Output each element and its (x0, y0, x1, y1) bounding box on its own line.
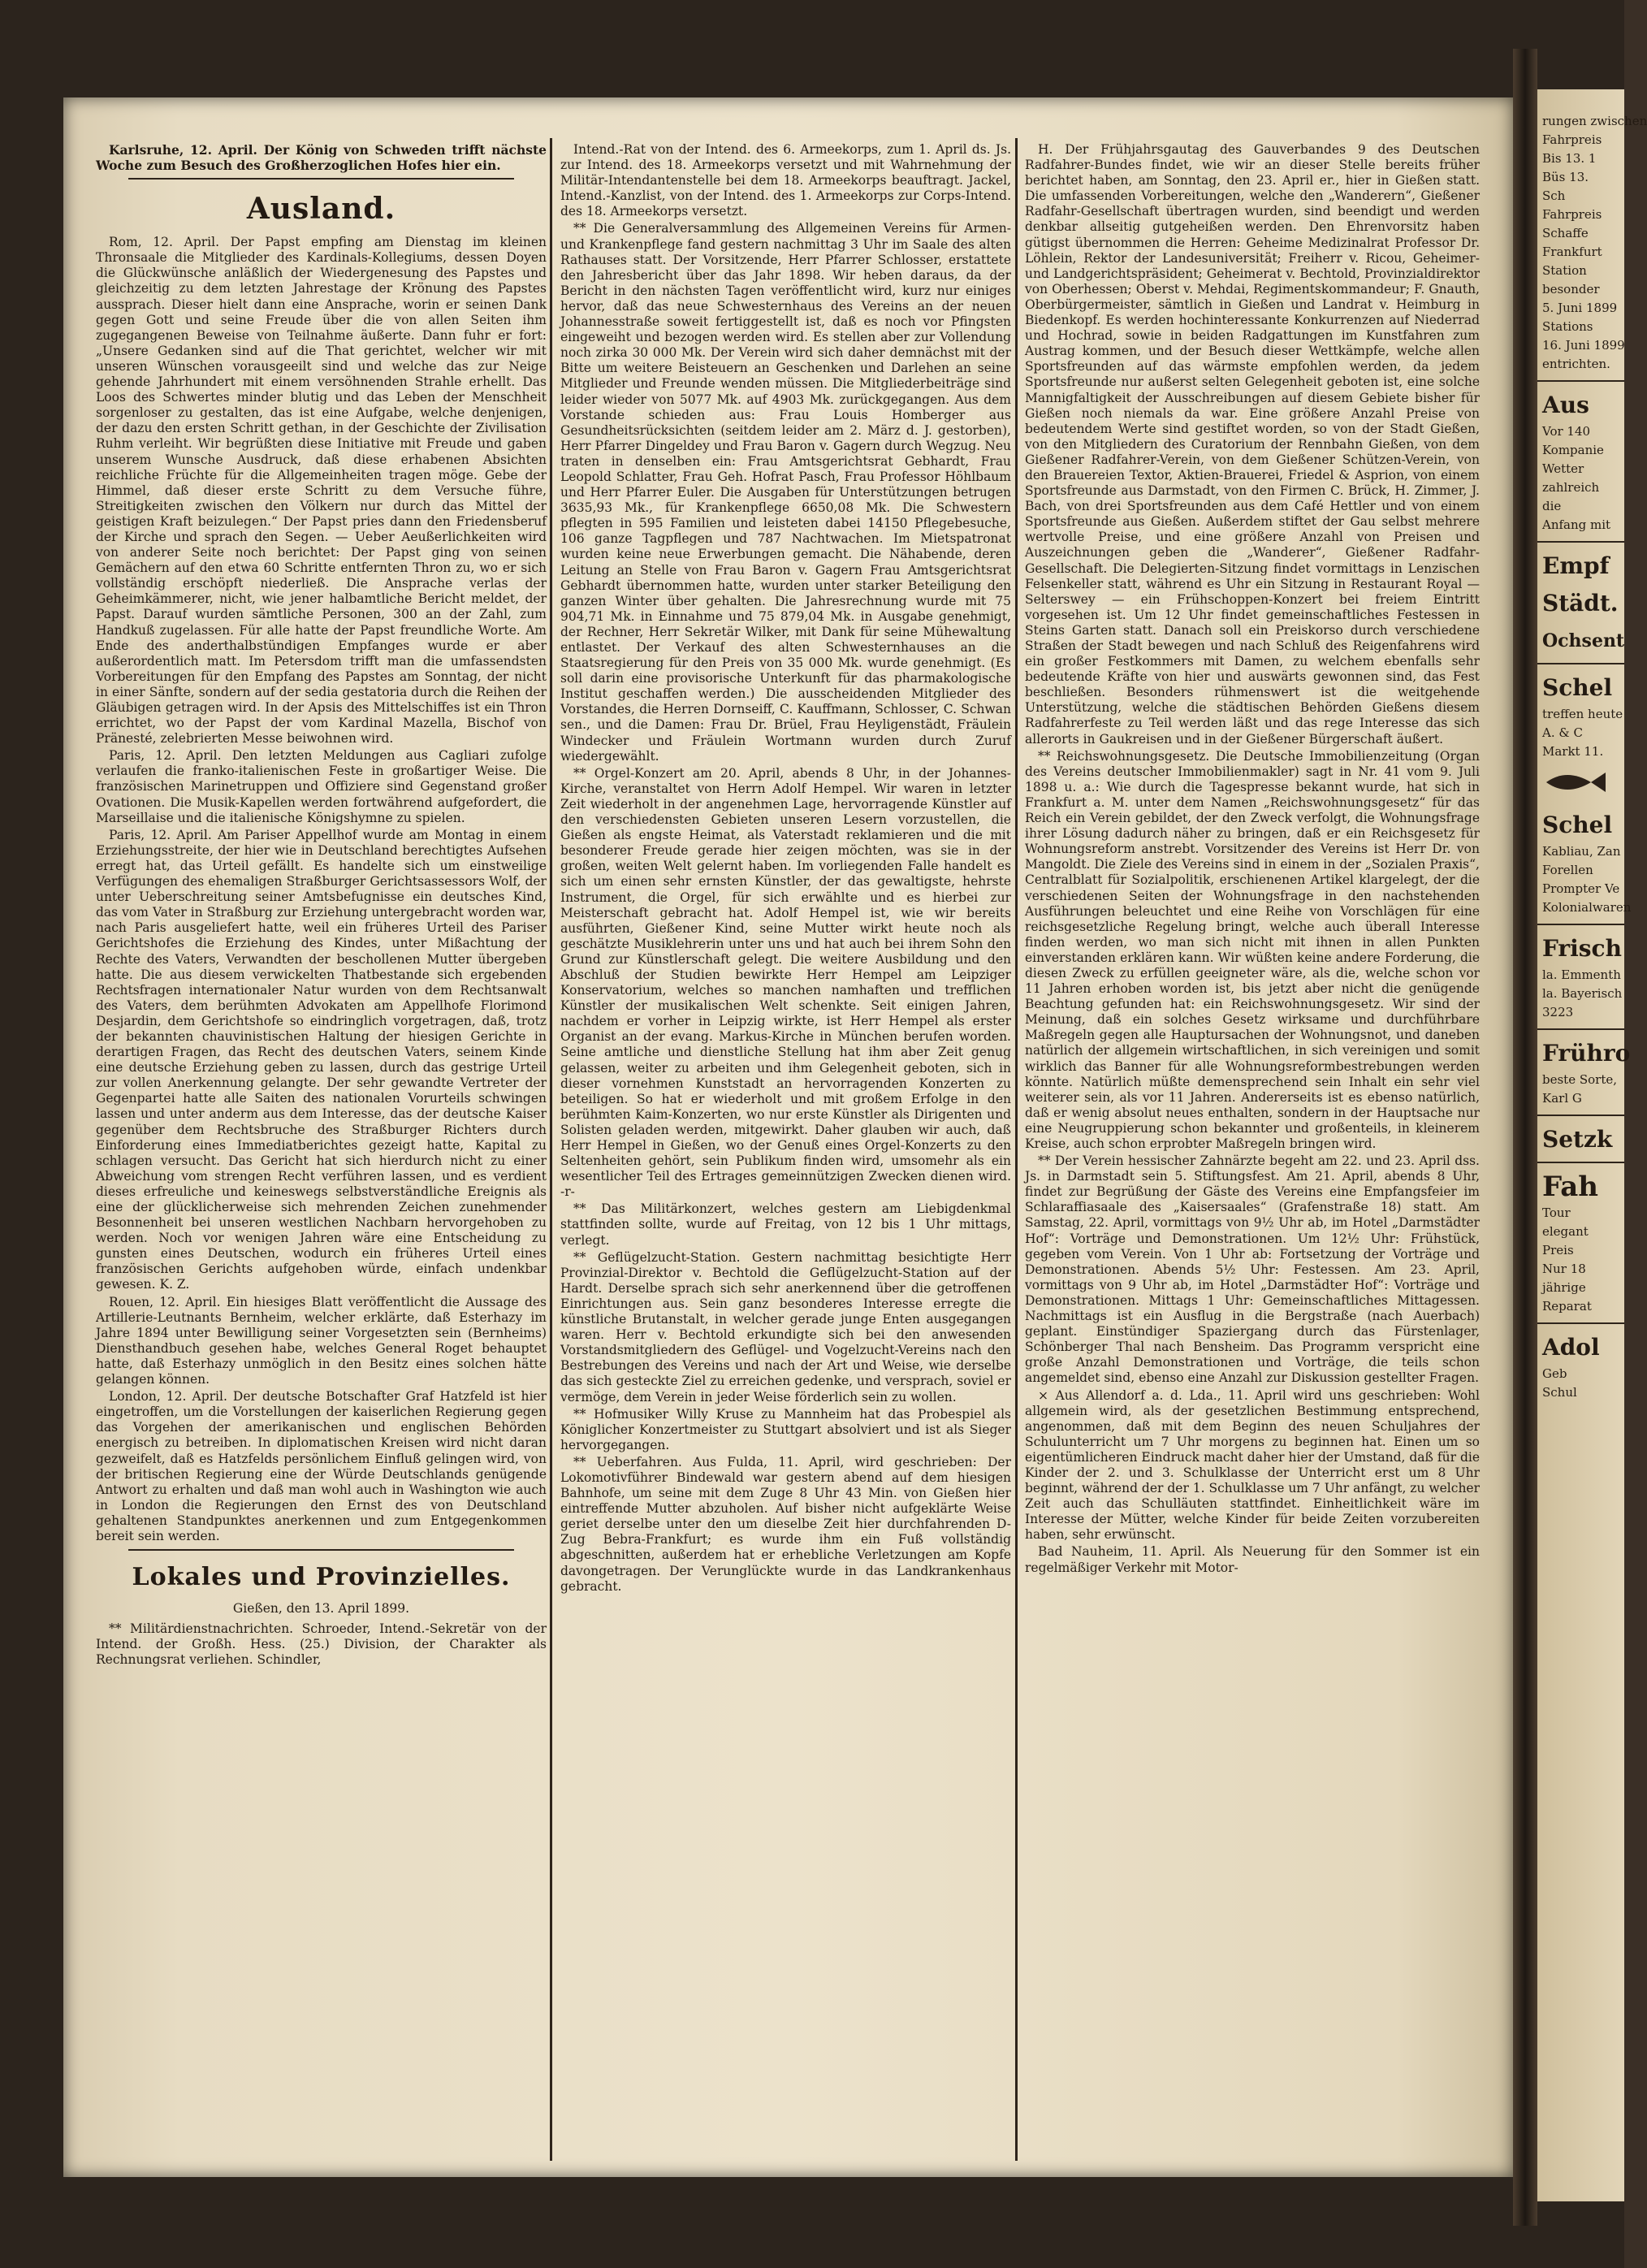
adjacent-head-empf: Empf (1542, 552, 1610, 579)
article-orgel-konzert: ** Orgel-Konzert am 20. April, abends 8 Uhr, in der Johannes-Kirche, veranstaltet von Herrn Adolf Hempel. Wir waren in letzter Zeit wiederholt in der angenehmen Lage, hervorragende Künstler auf den verschiedensten Gebieten unseren Lesern vorzustellen, die Gießen als engste Heimat, als Vaterstadt reklamieren und die mit besonderer Freude gerade hier zeigen möchten, was sie in der großen, weiten Welt gelernt haben. Im vorliegenden Falle handelt es sich um einen sehr ernsten Künstler, der das gewaltigste, hehrste Instrument, die Orgel, für sich erwählte und es hierbei zur Meisterschaft gebracht hat. Adolf Hempel ist, wie wir bereits ausführten, Gießener Kind, seine Mutter wirkt heute noch als geschätzte Musiklehrerin unter uns und hat auch bei ihrem Sohn den Grund zur Künstlerschaft gelegt. Die weitere Ausbildung und den Abschluß der Studien bewirkte Herr Hempel am Leipziger Konservatorium, welches so manchen namhaften und trefflichen Künstler der musikalischen Welt schenkte. Seit einigen Jahren, nachdem er vorher in Leipzig wirkte, ist Herr Hempel als erster Organist an der evang. Markus-Kirche in München berufen worden. Seine amtliche und dienstliche Stellung hat ihm aber Zeit genug gelassen, weiter zu arbeiten und ihm Gelegenheit geboten, sich in dieser vornehmen Kunststadt an hervorragenden Konzerten zu beteiligen. So hat er wiederholt und mit großem Erfolge in den berühmten Kaim-Konzerten, wo nur erste Künstler als Dirigenten und Solisten geladen werden, mitgewirkt. Daher glauben wir auch, daß Herr Hempel in Gießen, wo der Genuß eines Orgel-Konzerts zu den Seltenheiten gehört, sein Publikum finden wird, umsomehr als ein wesentlicher Teil des Ertrages gemeinnützigen Zwecken dienen wird. -r- (560, 765, 1011, 1200)
article-paris-2: Paris, 12. April. Am Pariser Appellhof wurde am Montag in einem Erziehungsstreite, der hier wie in Deutschland berechtigtes Aufsehen erregt hat, das Urteil gefällt. Es handelte sich um einstweilige Verfügungen des ehemaligen Straßburger Gerichtsassessors Wolf, der unter Ueberschreitung seiner Amtsbefugnisse ein deutsches Kind, das vom Vater in Straßburg zur Erziehung untergebracht worden war, nach Paris ausgeliefert hatte, weil ein früheres Urteil des Pariser Gerichtshofes die Erziehung des Kindes, unter Mißachtung der Rechte des Vaters, Verwandten der beschollenen Mutter übergeben hatte. Die aus diesem verwickelten Thatbestande sich ergebenden Rechtsfragen internationaler Natur wurden von dem Rechtsanwalt des Vaters, dem berühmten Advokaten am Appellhofe Florimond Desjardin, dem Gerichtshofe so eindringlich vorgetragen, daß, trotz der bekannten chauvinistischen Haltung der hiesigen Gerichte in derartigen Fragen, das Recht des deutschen Vaters, seinem Kinde eine deutsche Erziehung geben zu lassen, durch das gestrige Urteil zur vollen Anerkennung gelangte. Der sehr gewandte Vertreter der Gegenpartei hatte alle Saiten des nationalen Vorurteils schwingen lassen und unter anderm aus dem Interesse, das der deutsche Kaiser gegenüber dem Rechtsbruche des Straßburger Richters durch Einforderung eines Immediatberichtes gezeigt hatte, Kapital zu schlagen versucht. Das Gericht hat sich hierdurch nicht zu einer Abweichung vom strengen Recht verführen lassen, und es verdient dieses erfreuliche und keineswegs selbstverständliche Ereignis als eine der glücklicherweise sich mehrenden Zeichen zunehmender Besonnenheit bei unseren westlichen Nachbarn hervorgehoben zu werden. Noch vor wenigen Jahren wäre eine Entscheidung zu gunsten eines Deutschen, wodurch ein früheres Urteil eines französischen Gerichts aufgehoben würde, einfach undenkbar gewesen. K. Z. (96, 827, 547, 1292)
adjacent-head-setzk: Setzk (1542, 1126, 1613, 1153)
adjacent-head-fruehro: Frühro (1542, 1040, 1631, 1067)
adjacent-line: Forellen (1542, 863, 1593, 877)
adjacent-lines-aus (1537, 424, 1624, 533)
article-london: London, 12. April. Der deutsche Botschafter Graf Hatzfeld ist hier eingetroffen, um die Vorstellungen der kaiserlichen Regierung gegen das Vorgehen der amerikanischen und englischen Behörden energisch zu betreiben. In diplomatischen Kreisen wird nicht daran gezweifelt, daß es Hatzfelds persönlichem Einfluß gelingen wird, von der britischen Regierung eine der Würde Deutschlands genügende Antwort zu erhalten und daß man wohl auch in Washington wie auch in London die Regierungen den Ernst des von Deutschland gehaltenen Standpunktes anerkennen und zum Entgegenkommen bereit sein werden. (96, 1389, 547, 1543)
column-2 (560, 142, 1011, 1596)
adjacent-line: Stations (1542, 319, 1593, 334)
adjacent-lines-fruehro (1537, 1072, 1624, 1106)
article-karlsruhe: Karlsruhe, 12. April. Der König von Schweden trifft nächste Woche zum Besuch des Großherzoglichen Hofes hier ein. (96, 142, 547, 174)
adjacent-head-schel-2: Schel (1542, 812, 1613, 838)
adjacent-lines-fah (1537, 1205, 1624, 1314)
adjacent-line: Kompanie (1542, 443, 1604, 457)
adjacent-line: Geb (1542, 1366, 1567, 1381)
column-3 (1025, 142, 1480, 1578)
adjacent-head-adol: Adol (1542, 1334, 1600, 1361)
adjacent-divider (1537, 380, 1624, 382)
adjacent-divider (1537, 663, 1624, 664)
adjacent-line: Fahrpreis (1542, 132, 1602, 147)
article-rouen: Rouen, 12. April. Ein hiesiges Blatt veröffentlicht die Aussage des Artillerie-Leutnants Bernheim, welcher erklärte, daß Esterhazy im Jahre 1894 unter Bewilligung seiner Vorgesetzten sein (Bernheims) Diensthandbuch gesehen habe, welches General Roget behauptet hatte, daß Esterhazy unmöglich in den Besitz eines solchen hätte gelangen können. (96, 1294, 547, 1387)
adjacent-line: Schaffe (1542, 226, 1589, 240)
adjacent-divider (1537, 541, 1624, 543)
adjacent-line: Nur 18 (1542, 1262, 1586, 1276)
adjacent-head-stadt: Städt. (1542, 590, 1619, 617)
adjacent-page-strip (1537, 89, 1647, 2201)
adjacent-head-ochsent: Ochsent (1542, 630, 1625, 651)
adjacent-lines-schel-2 (1537, 844, 1632, 915)
article-generalversammlung: ** Die Generalversammlung des Allgemeinen Vereins für Armen- und Krankenpflege fand gestern nachmittag 3 Uhr im Saale des alten Rathauses statt. Der Vorsitzende, Herr Pfarrer Schlosser, erstattete den Jahresbericht über das Jahr 1898. Wir heben daraus, da der Bericht in den nächsten Tagen veröffentlicht wird, kurz nur einiges hervor, daß das neue Schwesternhaus des Vereins an der neuen Johannesstraße soweit fertiggestellt ist, daß es noch vor Pfingsten eingeweiht und bezogen werden wird. Es stellen aber zur Vollendung noch zirka 30 000 Mk. Der Verein wird sich daher demnächst mit der Bitte um weitere Beisteuern an Geschenken und Darlehen an seine Mitglieder und Freunde wenden müssen. Die Mitgliederbeiträge sind leider wieder von 5077 Mk. auf 4903 Mk. zurückgegangen. Aus dem Vorstande schieden aus: Frau Louis Homberger aus Gesundheitsrücksichten (seitdem leider am 2. März d. J. gestorben), Herr Pfarrer Dingeldey und Frau Baron v. Gagern durch Wegzug. Neu traten in denselben ein: Frau Amtsgerichtsrat Gebhardt, Frau Leopold Schlatter, Frau Geh. Hofrat Pasch, Frau Professor Höhlbaum und Herr Pfarrer Euler. Die Ausgaben für Unterstützungen betrugen 3635,93 Mk., für Krankenpflege 6650,08 Mk. Die Schwestern pflegten in 595 Familien und leisteten dabei 14150 Pflegebesuche, 106 ganze Tagpflegen und 787 Nachtwachen. Im Mietspatronat wurden keine neue Erwerbungen gemacht. Die Nähabende, deren Leitung an Stelle von Frau Baron v. Gagern Frau Amtsgerichtsrat Gebhardt übernommen hatte, wurden unter starker Beteiligung den ganzen Winter über gehalten. Die Jahresrechnung wurde mit 75 904,71 Mk. in Einnahme und 75 879,04 Mk. in Ausgabe genehmigt, der Rechner, Herr Sekretär Wilker, mit Dank für seine Mühewaltung entlastet. Der Verkauf des alten Schwesternhauses an die Staatsregierung für den Preis von 35 000 Mk. wurde genehmigt. (Es soll darin eine provisorische Unterkunft für das pharmakologische Institut geschaffen werden.) Die ausscheidenden Mitglieder des Vorstandes, die Herren Dornseiff, C. Kauffmann, Schlosser, C. Schwan sen., und die Damen: Frau Dr. Brüel, Frau Heyligenstädt, Fräulein Windecker und Fräulein Wortmann wurden durch Zuruf wiedergewählt. (560, 221, 1011, 764)
adjacent-line: die (1542, 499, 1562, 513)
adjacent-line: beste Sorte, (1542, 1072, 1617, 1087)
adjacent-line: Schul (1542, 1385, 1577, 1400)
adjacent-line: elegant (1542, 1224, 1589, 1239)
adjacent-line: Büs 13. (1542, 170, 1589, 184)
column-rule (1015, 138, 1018, 2161)
adjacent-line: Vor 140 (1542, 424, 1591, 439)
adjacent-line: 3223 (1542, 1005, 1574, 1019)
adjacent-line: treffen heute (1542, 707, 1623, 721)
adjacent-divider (1537, 1322, 1624, 1324)
fish-icon (1542, 766, 1607, 799)
adjacent-line: Bis 13. 1 (1542, 151, 1597, 166)
adjacent-divider (1537, 1115, 1624, 1116)
adjacent-line: Wetter (1542, 461, 1584, 476)
adjacent-line: rungen zwischen (1542, 114, 1647, 128)
adjacent-line: Frankfurt (1542, 245, 1602, 259)
dateline: Gießen, den 13. April 1899. (232, 1601, 410, 1617)
section-divider (128, 178, 514, 180)
adjacent-lines-top (1537, 114, 1647, 372)
adjacent-line: Preis (1542, 1243, 1574, 1257)
adjacent-line: jährige (1542, 1280, 1586, 1295)
adjacent-line: Karl G (1542, 1091, 1582, 1106)
adjacent-line: Kabliau, Zan (1542, 844, 1621, 859)
adjacent-line: Markt 11. (1542, 744, 1604, 759)
adjacent-line: la. Bayerisch (1542, 986, 1623, 1001)
adjacent-line: 16. Juni 1899 (1542, 338, 1625, 353)
adjacent-head-schel: Schel (1542, 674, 1613, 701)
adjacent-line: A. & C (1542, 725, 1583, 740)
adjacent-line: Fahrpreis (1542, 207, 1602, 222)
adjacent-lines-adol (1537, 1366, 1624, 1400)
adjacent-lines-frisch (1537, 967, 1624, 1020)
article-ueberfahren: ** Ueberfahren. Aus Fulda, 11. April, wird geschrieben: Der Lokomotivführer Bindewald war gestern abend auf dem hiesigen Bahnhofe, um seine mit dem Zuge 8 Uhr 43 Min. von Gießen hier eintreffende Mutter abzuholen. Auf bisher nicht aufgeklärte Weise geriet derselbe unter den um dieselbe Zeit hier durchfahrenden D-Zug Bebra-Frankfurt; es wurde ihm ein Fuß vollständig abgeschnitten, außerdem hat er erhebliche Verletzungen am Kopfe davongetragen. Der Verunglückte wurde in das Landkrankenhaus gebracht. (560, 1454, 1011, 1594)
column-rule (550, 138, 552, 2161)
section-divider (128, 1549, 514, 1551)
adjacent-line: Anfang mit (1542, 517, 1611, 532)
article-gefluegelzucht: ** Geflügelzucht-Station. Gestern nachmittag besichtigte Herr Provinzial-Direktor v. Bechtold die Geflügelzucht-Station auf der Hardt. Derselbe sprach sich sehr anerkennend über die getroffenen Einrichtungen aus. Sein ganz besonderes Interesse erregte die künstliche Brutanstalt, in welcher gerade junge Enten ausgegangen waren. Herr v. Bechtold erkundigte sich bei den anwesenden Vorstandsmitgliedern des Geflügel- und Vogelzucht-Vereins nach den Bestrebungen des Vereins und nach der Art und Weise, wie derselbe das sich gesteckte Ziel zu erreichen gedenke, und versprach, soviel er vermöge, dem Verein in jeder Weise förderlich sein zu wollen. (560, 1249, 1011, 1405)
article-reichswohnungsgesetz: ** Reichswohnungsgesetz. Die Deutsche Immobilienzeitung (Organ des Vereins deutscher Immobilienmakler) sagt in Nr. 41 vom 9. Juli 1898 u. a.: Wie durch die Tagespresse bekannt wurde, hat sich in Frankfurt a. M. unter dem Namen „Reichswohnungsgesetz“ für das Reich ein Verein gebildet, der den Zweck verfolgt, die Wohnungsfrage ihrer Lösung dadurch näher zu bringen, daß er ein Reichsgesetz für Wohnungsreform anstrebt. Vorsitzender des Vereins ist Herr Dr. von Mangoldt. Die Ziele des Vereins sind in einem in der „Sozialen Praxis“, Centralblatt für Sozialpolitik, erschienenen Artikel klargelegt, der die verschiedenen Seiten der Wohnungsfrage in den nachstehenden Ausführungen beleuchtet und eine Reihe von Vorschlägen für eine reichsgesetzliche Regelung bringt, welche auch überall Interesse finden werden, wo man sich nicht mit ihnen in allen Punkten einverstanden erklären kann. Wir wüßten keine andere Forderung, die diesen Zweck zu erfüllen geeigneter wäre, als die, welche schon vor 11 Jahren erhoben worden ist, bis jetzt aber nicht die genügende Beachtung gefunden hat: ein Reichswohnungsgesetz. Wir sind der Meinung, daß ein solches Gesetz wirksame und durchführbare Maßregeln gegen alle Hauptursachen der Wohnungsnot, und daneben natürlich der allgemein wirtschaftlichen, in sich vereinigen und somit wirklich das Banner für alle Wohnungsreformbestrebungen werden könnte. Natürlich müßte demensprechend sein Inhalt ein sehr viel weiterer sein, als vor 11 Jahren. Andererseits ist es ebenso natürlich, daß er wenig absolut neues enthalten, sondern in der Hauptsache nur eine Neugruppierung schon bekannter und großenteils, in kleinerem Kreise, auch schon erprobter Maßregeln bringen wird. (1025, 748, 1480, 1151)
adjacent-line: zahlreich (1542, 480, 1600, 495)
adjacent-line: Prompter Ve (1542, 881, 1620, 896)
book-spine (1513, 49, 1537, 2226)
adjacent-line: Station (1542, 263, 1587, 278)
article-fruehjahrsgautag: H. Der Frühjahrsgautag des Gauverbandes 9 des Deutschen Radfahrer-Bundes findet, wie wir an dieser Stelle bereits früher berichtet haben, am Sonntag, den 23. April er., hier in Gießen statt. Die umfassenden Vorbereitungen, welche den „Wanderern“, Gießener Radfahr-Gesellschaft übertragen wurden, sind beendigt und werden denkbar allseitig gutgeheißen werden. Den Ehrenvorsitz haben gütigst übernommen die Herren: Geheime Medizinalrat Professor Dr. Löhlein, Rektor der Landesuniversität; Freiherr v. Ricou, Geheimer- und Landgerichtspräsident; Geheimerat v. Bechtold, Provinzialdirektor von Oberhessen; Oberst v. Mehdai, Regimentskommandeur; F. Gnauth, Oberbürgermeister, sämtlich in Gießen und Landrat v. Heimburg in Biedenkopf. Es werden hochinteressante Konkurrenzen auf Niederrad und Hochrad, sowie in beiden Radgattungen im Kunstfahren zum Austrag kommen, und der Besuch dieser Wettkämpfe, welche allen Sportsfreunden auf das wärmste empfohlen werden, da jedem Sportsfreunde nur außerst selten Gelegenheit geboten ist, eine solche Mannigfaltigkeit der Ausschreibungen auf diesem Gebiete bisher für Gießen noch niemals da war. Eine größere Anzahl Preise von bedeutendem Werte sind gestiftet worden, so von der Stadt Gießen, von den Mitgliedern des Curatorium der Rennbahn Gießen, von dem Gießener Radfahrer-Verein, von dem Gießener Schützen-Verein, von den Brauereien Textor, Aktien-Brauerei, Friedel & Asprion, von einem Sportsfreunde aus Darmstadt, von den Firmen C. Brück, H. Zimmer, J. Bach, von drei Sportsfreunden aus dem Café Hettler und von einem Sportsfreunde aus Gießen. Außerdem stiftet der Gau selbst mehrere wertvolle Preise, und eine größere Anzahl von Preisen und Auszeichnungen geben die „Wanderer“, Gießener Radfahr-Gesellschaft. Die Delegierten-Sitzung findet vormittags in Lenzischen Felsenkeller statt, während es Uhr ein Sitzung in Restaurant Royal — Selterswey — ein Frühschoppen-Konzert bei freiem Eintritt vorgesehen ist. Um 12 Uhr findet gemeinschaftliches Festessen in Steins Garten statt. Danach soll ein Preiskorso durch verschiedene Straßen der Stadt bewegen und nach Schluß des Reigenfahrens wird ein großer Festkommers mit Damen, zu welchem ebenfalls sehr bedeutende Kräfte von hier und auswärts gewonnen sind, das Fest beschließen. Besonders rühmenswert ist die weitgehende Unterstützung, welche die städtischen Behörden Gießens diesem Radfahrerfeste zu Teil werden läßt und das rege Interesse das sich allerorts in Gaukreisen und in der Gießener Bürgerschaft äußert. (1025, 142, 1480, 747)
article-rom: Rom, 12. April. Der Papst empfing am Dienstag im kleinen Thronsaale die Mitglieder des Kardinals-Kollegiums, dessen Doyen die Glückwünsche anläßlich der Wiedergenesung des Papstes und gleichzeitig zu dem letzten Jahrestage der Krönung des Papstes aussprach. Dieser hielt dann eine Ansprache, worin er seinen Dank gegen Gott und seine Freude über die von allen Seiten ihm zugegangenen Beweise von Teilnahme äußerte. Dann fuhr er fort: „Unsere Gedanken sind auf die That gerichtet, welcher wir mit unseren Wünschen vorausgeeilt sind und welche das zur Neige gehende Jahrhundert mit einem versöhnenden Strahle erhellt. Das Loos des Schwertes minder blutig und das Leben der Menschheit sorgenloser zu gestalten, das ist eine Aufgabe, welche denjenigen, der dazu den ersten Schritt gethan, in der Geschichte der Zivilisation Ruhm verleiht. Wir begrüßten diese Initiative mit Freude und gaben unserem Wunsche Ausdruck, daß diese erhabenen Absichten reichliche Früchte für die Allgemeinheiten tragen möge. Gebe der Himmel, daß dieser erste Schritt zu dem Versuche führe, Streitigkeiten zwischen den Völkern nur durch das Mittel der geistigen Kraft beizulegen.“ Der Papst pries dann den Friedensberuf der Kirche und sprach den Segen. — Ueber Aeußerlichkeiten wird von anderer Seite noch berichtet: Der Papst ging von seinen Gemächern auf den etwa 60 Schritte entfernten Thron zu, wo er sich vollständig erschöpft niederließ. Die Ansprache verlas der Geheimkämmerer, nicht, wie jener halbamtliche Bericht meldet, der Papst. Darauf wurden sämtliche Personen, 300 an der Zahl, zum Handkuß zugelassen. Für alle hatte der Papst freundliche Worte. Am Ende des anderthalbstündigen Empfanges wurde er aber außerordentlich matt. Im Petersdom trifft man die umfassendsten Vorbereitungen für den Empfang des Papstes am Sonntag, der nicht in einer Sänfte, sondern auf der sedia gestatoria durch die Reihen der Gläubigen getragen wird. In der Apsis des Mittelschiffes ist ein Thron errichtet, wo der Papst der vom Kardinal Mazella, Bischof von Pränesté, zelebrierten Messe beiwohnen wird. (96, 235, 547, 747)
adjacent-line: 5. Juni 1899 (1542, 301, 1618, 315)
adjacent-line: besonder (1542, 282, 1600, 296)
adjacent-line: la. Emmenth (1542, 967, 1621, 982)
adjacent-head-frisch: Frisch (1542, 935, 1622, 962)
adjacent-line: Tour (1542, 1205, 1571, 1220)
column-1 (96, 142, 547, 1669)
article-zahnaerzte: ** Der Verein hessischer Zahnärzte begeht am 22. und 23. April dss. Js. in Darmstadt sein 5. Stiftungsfest. Am 21. April, abends 8 Uhr, findet zur Begrüßung der Gäste des Vereins eine Empfangsfeier im Schlaraffiasaale des „Kaisersaales“ (Grafenstraße 18) statt. Am Samstag, 22. April, vormittags von 9½ Uhr ab, im Hotel „Darmstädter Hof“: Vorträge und Demonstrationen. Um 12½ Uhr: Frühstück, gegeben vom Verein. Von 1 Uhr ab: Fortsetzung der Vorträge und Demonstrationen. Abends 5½ Uhr: Festessen. Am 23. April, vormittags von 9 Uhr ab, im Hotel „Darmstädter Hof“: Vorträge und Demonstrationen. Mittags 1 Uhr: Gemeinschaftliches Mittagessen. Nachmittags ist ein Ausflug in die Bergstraße (nach Auerbach) geplant. Einstündiger Spaziergang durch das Fürstenlager, Schönberger Thal nach Bensheim. Das Programm verspricht eine große Anzahl Demonstrationen und Vorträge, die teils schon angemeldet sind, ebenso eine Anzahl zur Diskussion gestellter Fragen. (1025, 1153, 1480, 1386)
article-bad-nauheim: Bad Nauheim, 11. April. Als Neuerung für den Sommer ist ein regelmäßiger Verkehr mit Motor- (1025, 1544, 1480, 1575)
article-hofmusiker: ** Hofmusiker Willy Kruse zu Mannheim hat das Probespiel als Königlicher Konzertmeister zu Stuttgart absolviert und ist als Sieger hervorgegangen. (560, 1406, 1011, 1452)
adjacent-divider (1537, 924, 1624, 925)
adjacent-divider (1537, 1162, 1624, 1163)
adjacent-lines-schel (1537, 707, 1624, 760)
section-title-lokales: Lokales und Provinzielles. (132, 1563, 511, 1592)
article-paris-1: Paris, 12. April. Den letzten Meldungen aus Cagliari zufolge verlaufen die franko-italienischen Feste in großartiger Weise. Die französischen Marinetruppen und Offiziere sind Gegenstand großer Ovationen. Die Musik-Kapellen werden fortwährend aufgefordert, die Marseillaise und die italienische Königshymne zu spielen. (96, 748, 547, 825)
article-allendorf: ⨯ Aus Allendorf a. d. Lda., 11. April wird uns geschrieben: Wohl allgemein wird, als der gesetzlichen Bestimmung entsprechend, angenommen, daß mit dem Beginn des neuen Schuljahres der Schulunterricht um 7 Uhr morgens zu beginnen hat. Einen um so eigentümlicheren Eindruck macht daher hier der Umstand, daß für die Kinder der 2. und 3. Schulklasse der Unterricht erst um 8 Uhr beginnt, während der der 1. Schulklasse um 7 Uhr anfängt, zu welcher Zeit auch das Schulläuten stattfindet. Einheitlichkeit wäre im Interesse der Mütter, welche Kinder für beide Zeiten vorzubereiten haben, sehr erwünscht. (1025, 1387, 1481, 1543)
section-title-ausland: Ausland. (246, 192, 396, 227)
adjacent-head-fah: Fah (1542, 1171, 1599, 1203)
article-militaer: ** Militärdienstnachrichten. Schroeder, Intend.-Sekretär von der Intend. der Großh. Hess. (25.) Division, der Charakter als Rechnungsrat verliehen. Schindler, (96, 1621, 547, 1668)
adjacent-divider (1537, 1028, 1624, 1030)
adjacent-line: Reparat (1542, 1299, 1592, 1314)
adjacent-line: Sch (1542, 188, 1566, 203)
article-militaerkonzert: ** Das Militärkonzert, welches gestern am Liebigdenkmal stattfinden sollte, wurde auf Freitag, von 12 bis 1 Uhr mittags, verlegt. (560, 1201, 1011, 1248)
adjacent-line: entrichten. (1542, 357, 1610, 371)
article-intend: Intend.-Rat von der Intend. des 6. Armeekorps, zum 1. April ds. Js. zur Intend. des 18. Armeekorps versetzt und mit Wahrnehmung der Militär-Intendantenstelle bei dem 18. Armeekorps beauftragt. Jackel, Intend.-Kanzlist, von der Intend. des 1. Armeekorps zur Corps-Intend. des 18. Armeekorps versetzt. (560, 142, 1011, 219)
adjacent-line: Kolonialwaren (1542, 900, 1632, 915)
adjacent-head-aus: Aus (1542, 392, 1589, 418)
